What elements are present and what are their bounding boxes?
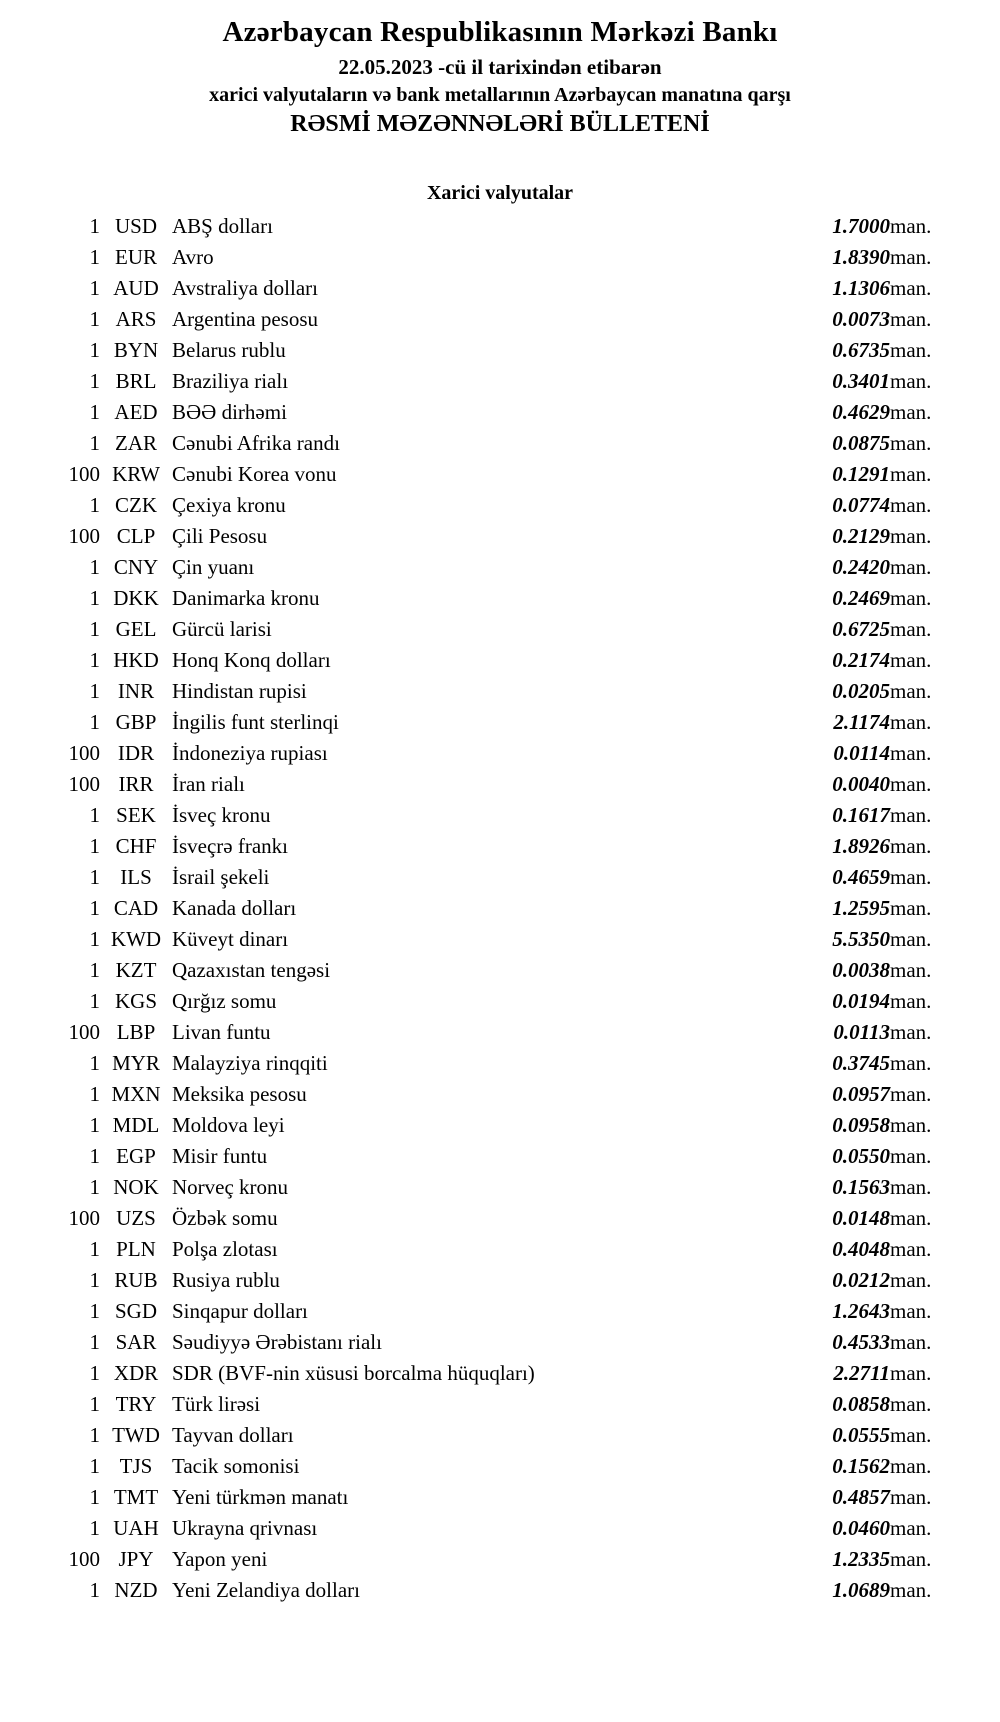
currency-units: 1 <box>89 617 100 641</box>
currency-units: 100 <box>68 1020 100 1044</box>
currency-name: Səudiyyə Ərəbistanı rialı <box>172 1330 382 1354</box>
currency-rate: 2.2711 <box>833 1361 890 1385</box>
currency-code: CAD <box>113 896 159 920</box>
table-row <box>40 800 960 831</box>
rate-unit-label: man. <box>890 927 932 951</box>
table-row <box>40 1017 960 1048</box>
currency-name: Moldova leyi <box>172 1113 285 1137</box>
table-row <box>40 242 960 273</box>
rate-unit-label: man. <box>890 710 932 734</box>
currency-code: ZAR <box>115 431 157 455</box>
currency-code: MYR <box>112 1051 160 1075</box>
rate-unit-label: man. <box>890 276 932 300</box>
currency-name: Polşa zlotası <box>172 1237 278 1261</box>
currency-rate: 0.1562 <box>832 1454 890 1478</box>
currency-code: LBP <box>116 1020 156 1044</box>
currency-units: 1 <box>89 369 100 393</box>
table-row <box>40 552 960 583</box>
rate-unit-label: man. <box>890 1020 932 1044</box>
currency-rate: 0.0114 <box>833 741 890 765</box>
currency-rate: 0.1617 <box>832 803 890 827</box>
rate-unit-label: man. <box>890 1051 932 1075</box>
rate-unit-label: man. <box>890 369 932 393</box>
currency-code: GEL <box>115 617 157 641</box>
rate-unit-label: man. <box>890 1361 932 1385</box>
currency-name: SDR (BVF-nin xüsusi borcalma hüquqları) <box>172 1361 535 1385</box>
currency-code: HKD <box>113 648 159 672</box>
currency-rate: 1.2595 <box>832 896 890 920</box>
rate-unit-label: man. <box>890 1485 932 1509</box>
table-row <box>40 1389 960 1420</box>
currency-name: Cənubi Korea vonu <box>172 462 337 486</box>
currency-units: 1 <box>89 1268 100 1292</box>
rate-unit-label: man. <box>890 1516 932 1540</box>
currency-code: ARS <box>115 307 157 331</box>
currency-code: MXN <box>111 1082 161 1106</box>
rate-unit-label: man. <box>890 1547 932 1571</box>
currency-rate: 0.0073 <box>832 307 890 331</box>
currency-code: IRR <box>118 772 154 796</box>
currency-name: Misir funtu <box>172 1144 268 1168</box>
currency-code: TRY <box>115 1392 157 1416</box>
currency-units: 1 <box>89 1423 100 1447</box>
currency-code: ILS <box>120 865 152 889</box>
table-row <box>40 707 960 738</box>
currency-units: 1 <box>89 803 100 827</box>
currency-name: Yeni türkmən manatı <box>172 1485 349 1509</box>
currency-code: AED <box>114 400 158 424</box>
rate-unit-label: man. <box>890 1175 932 1199</box>
effective-date-line: 22.05.2023 -cü il tarixindən etibarən <box>338 55 662 79</box>
currency-units: 1 <box>89 1051 100 1075</box>
currency-units: 100 <box>68 1206 100 1230</box>
table-row <box>40 1203 960 1234</box>
rate-unit-label: man. <box>890 834 932 858</box>
rate-unit-label: man. <box>890 431 932 455</box>
currency-units: 100 <box>68 1547 100 1571</box>
currency-code: KGS <box>114 989 157 1013</box>
currency-rate: 0.2129 <box>832 524 890 548</box>
rate-unit-label: man. <box>890 338 932 362</box>
table-row <box>40 459 960 490</box>
currency-code: AUD <box>113 276 159 300</box>
currency-rates-table <box>40 211 960 1606</box>
rate-unit-label: man. <box>890 679 932 703</box>
rate-unit-label: man. <box>890 1392 932 1416</box>
currency-units: 1 <box>89 586 100 610</box>
currency-code: CLP <box>116 524 156 548</box>
currency-code: NOK <box>113 1175 159 1199</box>
currency-name: Çili Pesosu <box>172 524 268 548</box>
currency-name: Braziliya rialı <box>172 369 289 393</box>
currency-rate: 1.8390 <box>832 245 890 269</box>
currency-name: İngilis funt sterlinqi <box>172 710 339 734</box>
currency-name: Rusiya rublu <box>172 1268 280 1292</box>
rate-unit-label: man. <box>890 555 932 579</box>
currency-name: Honq Konq dolları <box>172 648 331 672</box>
currency-rate: 0.0038 <box>832 958 890 982</box>
table-row <box>40 490 960 521</box>
currency-name: Danimarka kronu <box>172 586 320 610</box>
currency-code: SGD <box>114 1299 157 1323</box>
currency-units: 1 <box>89 245 100 269</box>
currency-units: 1 <box>89 431 100 455</box>
currency-rate: 0.1291 <box>832 462 890 486</box>
currency-units: 1 <box>89 865 100 889</box>
currency-units: 100 <box>68 772 100 796</box>
currency-rate: 0.0148 <box>832 1206 890 1230</box>
currency-rate: 0.0958 <box>832 1113 890 1137</box>
table-row <box>40 1327 960 1358</box>
table-row <box>40 1234 960 1265</box>
currency-units: 100 <box>68 462 100 486</box>
currency-name: Cənubi Afrika randı <box>172 431 340 455</box>
currency-name: Sinqapur dolları <box>172 1299 308 1323</box>
currency-code: XDR <box>113 1361 159 1385</box>
currency-name: Meksika pesosu <box>172 1082 307 1106</box>
rate-unit-label: man. <box>890 989 932 1013</box>
table-row <box>40 986 960 1017</box>
currency-rate: 1.2335 <box>832 1547 890 1571</box>
table-row <box>40 676 960 707</box>
currency-code: DKK <box>113 586 159 610</box>
currency-code: BRL <box>115 369 157 393</box>
currency-rate: 0.3401 <box>832 369 890 393</box>
currency-units: 1 <box>89 896 100 920</box>
bank-name: Azərbaycan Respublikasının Mərkəzi Bankı <box>222 16 778 48</box>
currency-code: GBP <box>115 710 157 734</box>
table-row <box>40 428 960 459</box>
table-row <box>40 645 960 676</box>
table-row <box>40 1575 960 1606</box>
table-row <box>40 769 960 800</box>
table-row <box>40 1544 960 1575</box>
currency-rate: 0.1563 <box>832 1175 890 1199</box>
rate-unit-label: man. <box>890 1423 932 1447</box>
currency-rate: 0.0212 <box>832 1268 890 1292</box>
currency-code: RUB <box>114 1268 158 1292</box>
currency-code: KWD <box>110 927 162 951</box>
currency-name: Qazaxıstan tengəsi <box>172 958 331 982</box>
rate-unit-label: man. <box>890 1268 932 1292</box>
table-row <box>40 1358 960 1389</box>
currency-name: BƏƏ dirhəmi <box>172 400 287 424</box>
currency-units: 1 <box>89 1144 100 1168</box>
rate-unit-label: man. <box>890 741 932 765</box>
currency-units: 1 <box>89 679 100 703</box>
rate-unit-label: man. <box>890 1206 932 1230</box>
currency-units: 1 <box>89 958 100 982</box>
table-row <box>40 1296 960 1327</box>
table-row <box>40 1420 960 1451</box>
rate-unit-label: man. <box>890 958 932 982</box>
currency-name: Avro <box>172 245 214 269</box>
currency-units: 1 <box>89 1516 100 1540</box>
currency-units: 1 <box>89 989 100 1013</box>
currency-code: TJS <box>119 1454 153 1478</box>
currency-units: 1 <box>89 1361 100 1385</box>
table-row <box>40 738 960 769</box>
currency-rate: 0.2469 <box>832 586 890 610</box>
rate-unit-label: man. <box>890 1237 932 1261</box>
currency-code: EUR <box>115 245 157 269</box>
currency-code: EGP <box>116 1144 156 1168</box>
currency-rate: 0.0858 <box>832 1392 890 1416</box>
currency-name: Kanada dolları <box>172 896 297 920</box>
currency-name: İran rialı <box>172 772 245 796</box>
table-row <box>40 335 960 366</box>
rate-unit-label: man. <box>890 865 932 889</box>
currency-units: 1 <box>89 307 100 331</box>
table-row <box>40 831 960 862</box>
currency-units: 1 <box>89 927 100 951</box>
rate-unit-label: man. <box>890 493 932 517</box>
currency-units: 1 <box>89 1578 100 1602</box>
currency-units: 1 <box>89 555 100 579</box>
rate-unit-label: man. <box>890 1082 932 1106</box>
rate-unit-label: man. <box>890 586 932 610</box>
document-title: RƏSMİ MƏZƏNNƏLƏRİ BÜLLETENİ <box>290 111 710 137</box>
rate-unit-label: man. <box>890 1578 932 1602</box>
currency-units: 1 <box>89 1175 100 1199</box>
currency-code: TWD <box>112 1423 160 1447</box>
table-row <box>40 1451 960 1482</box>
currency-units: 1 <box>89 1299 100 1323</box>
currency-units: 1 <box>89 1082 100 1106</box>
currency-units: 1 <box>89 1237 100 1261</box>
table-row <box>40 521 960 552</box>
table-row <box>40 1141 960 1172</box>
currency-code: SEK <box>116 803 156 827</box>
table-row <box>40 893 960 924</box>
currency-code: INR <box>117 679 155 703</box>
currency-code: CHF <box>115 834 157 858</box>
rate-unit-label: man. <box>890 617 932 641</box>
currency-code: UZS <box>116 1206 156 1230</box>
currency-units: 1 <box>89 400 100 424</box>
currency-units: 100 <box>68 741 100 765</box>
rate-unit-label: man. <box>890 524 932 548</box>
currency-rate: 0.4659 <box>832 865 890 889</box>
currency-name: Tacik somonisi <box>172 1454 300 1478</box>
rate-unit-label: man. <box>890 1454 932 1478</box>
table-row <box>40 304 960 335</box>
currency-code: MDL <box>112 1113 160 1137</box>
currency-name: Norveç kronu <box>172 1175 289 1199</box>
currency-name: Türk lirəsi <box>172 1392 261 1416</box>
rate-unit-label: man. <box>890 245 932 269</box>
table-row <box>40 397 960 428</box>
currency-rate: 0.0194 <box>832 989 890 1013</box>
table-row <box>40 924 960 955</box>
currency-units: 1 <box>89 1454 100 1478</box>
currency-rate: 0.6735 <box>832 338 890 362</box>
currency-rate: 0.4533 <box>832 1330 890 1354</box>
currency-code: BYN <box>113 338 159 362</box>
table-row <box>40 583 960 614</box>
currency-units: 1 <box>89 1392 100 1416</box>
currency-name: Hindistan rupisi <box>172 679 307 703</box>
currency-rate: 0.3745 <box>832 1051 890 1075</box>
currency-name: Yapon yeni <box>172 1547 268 1571</box>
rate-unit-label: man. <box>890 400 932 424</box>
currency-rate: 0.0957 <box>832 1082 890 1106</box>
currency-code: KRW <box>112 462 160 486</box>
currency-name: Gürcü larisi <box>172 617 272 641</box>
currency-rate: 1.8926 <box>832 834 890 858</box>
currency-name: Özbək somu <box>172 1206 278 1230</box>
currency-rate: 0.0040 <box>832 772 890 796</box>
currency-code: IDR <box>117 741 155 765</box>
currency-name: Malayziya rinqqiti <box>172 1051 328 1075</box>
table-row <box>40 211 960 242</box>
table-row <box>40 1048 960 1079</box>
table-row <box>40 614 960 645</box>
currency-code: NZD <box>114 1578 158 1602</box>
currency-name: Ukrayna qrivnası <box>172 1516 318 1540</box>
rate-unit-label: man. <box>890 803 932 827</box>
currency-units: 1 <box>89 214 100 238</box>
currency-rate: 0.0555 <box>832 1423 890 1447</box>
rate-unit-label: man. <box>890 214 932 238</box>
currency-name: Küveyt dinarı <box>172 927 289 951</box>
currency-name: Çin yuanı <box>172 555 255 579</box>
currency-rate: 0.4857 <box>832 1485 890 1509</box>
table-row <box>40 862 960 893</box>
currency-units: 1 <box>89 1113 100 1137</box>
currency-rate: 0.0205 <box>832 679 890 703</box>
currency-rate: 5.5350 <box>832 927 890 951</box>
rate-unit-label: man. <box>890 307 932 331</box>
currency-rate: 0.6725 <box>832 617 890 641</box>
currency-name: Tayvan dolları <box>172 1423 294 1447</box>
currency-units: 1 <box>89 338 100 362</box>
currency-name: Avstraliya dolları <box>172 276 318 300</box>
currency-name: Çexiya kronu <box>172 493 286 517</box>
table-row <box>40 1110 960 1141</box>
currency-code: SAR <box>115 1330 157 1354</box>
currency-name: İndoneziya rupiası <box>172 741 328 765</box>
currency-rate: 0.0774 <box>832 493 890 517</box>
table-row <box>40 1172 960 1203</box>
currency-rate: 1.2643 <box>832 1299 890 1323</box>
currency-code: CNY <box>113 555 159 579</box>
currency-name: Qırğız somu <box>172 989 277 1013</box>
currency-units: 100 <box>68 524 100 548</box>
currency-code: JPY <box>118 1547 154 1571</box>
currency-code: UAH <box>113 1516 159 1540</box>
rate-unit-label: man. <box>890 648 932 672</box>
rate-unit-label: man. <box>890 896 932 920</box>
table-row <box>40 1513 960 1544</box>
currency-units: 1 <box>89 1485 100 1509</box>
table-row <box>40 1079 960 1110</box>
currency-rate: 0.0550 <box>832 1144 890 1168</box>
currency-units: 1 <box>89 1330 100 1354</box>
currency-units: 1 <box>89 710 100 734</box>
currency-rate: 1.1306 <box>832 276 890 300</box>
currency-name: Argentina pesosu <box>172 307 319 331</box>
table-row <box>40 273 960 304</box>
table-row <box>40 1482 960 1513</box>
currency-rate: 1.7000 <box>832 214 890 238</box>
currency-rate: 2.1174 <box>833 710 890 734</box>
currency-units: 1 <box>89 834 100 858</box>
section-title-foreign-currencies: Xarici valyutalar <box>426 182 574 204</box>
currency-name: İsveçrə frankı <box>172 834 289 858</box>
currency-units: 1 <box>89 648 100 672</box>
table-row <box>40 366 960 397</box>
currency-rate: 0.4629 <box>832 400 890 424</box>
currency-code: USD <box>114 214 157 238</box>
currency-rate: 0.0113 <box>833 1020 890 1044</box>
currency-code: CZK <box>115 493 157 517</box>
currency-name: ABŞ dolları <box>172 214 273 238</box>
table-row <box>40 1265 960 1296</box>
rate-unit-label: man. <box>890 462 932 486</box>
currency-rate: 0.2174 <box>832 648 890 672</box>
currency-name: Belarus rublu <box>172 338 286 362</box>
rate-unit-label: man. <box>890 1144 932 1168</box>
rate-unit-label: man. <box>890 772 932 796</box>
currency-units: 1 <box>89 493 100 517</box>
currency-name: İsveç kronu <box>172 803 271 827</box>
rate-unit-label: man. <box>890 1113 932 1137</box>
currency-units: 1 <box>89 276 100 300</box>
rate-unit-label: man. <box>890 1299 932 1323</box>
rate-unit-label: man. <box>890 1330 932 1354</box>
document-subtitle: xarici valyutaların və bank metallarının Azərbaycan manatına qarşı <box>209 84 791 106</box>
currency-code: PLN <box>116 1237 156 1261</box>
currency-code: KZT <box>115 958 157 982</box>
document-header <box>0 16 1000 138</box>
currency-rate: 0.2420 <box>832 555 890 579</box>
currency-name: İsrail şekeli <box>172 865 270 889</box>
currency-rate: 0.0875 <box>832 431 890 455</box>
currency-rate: 1.0689 <box>832 1578 890 1602</box>
currency-rate: 0.0460 <box>832 1516 890 1540</box>
currency-name: Yeni Zelandiya dolları <box>172 1578 360 1602</box>
currency-rate: 0.4048 <box>832 1237 890 1261</box>
currency-name: Livan funtu <box>172 1020 271 1044</box>
table-row <box>40 955 960 986</box>
currency-code: TMT <box>113 1485 159 1509</box>
